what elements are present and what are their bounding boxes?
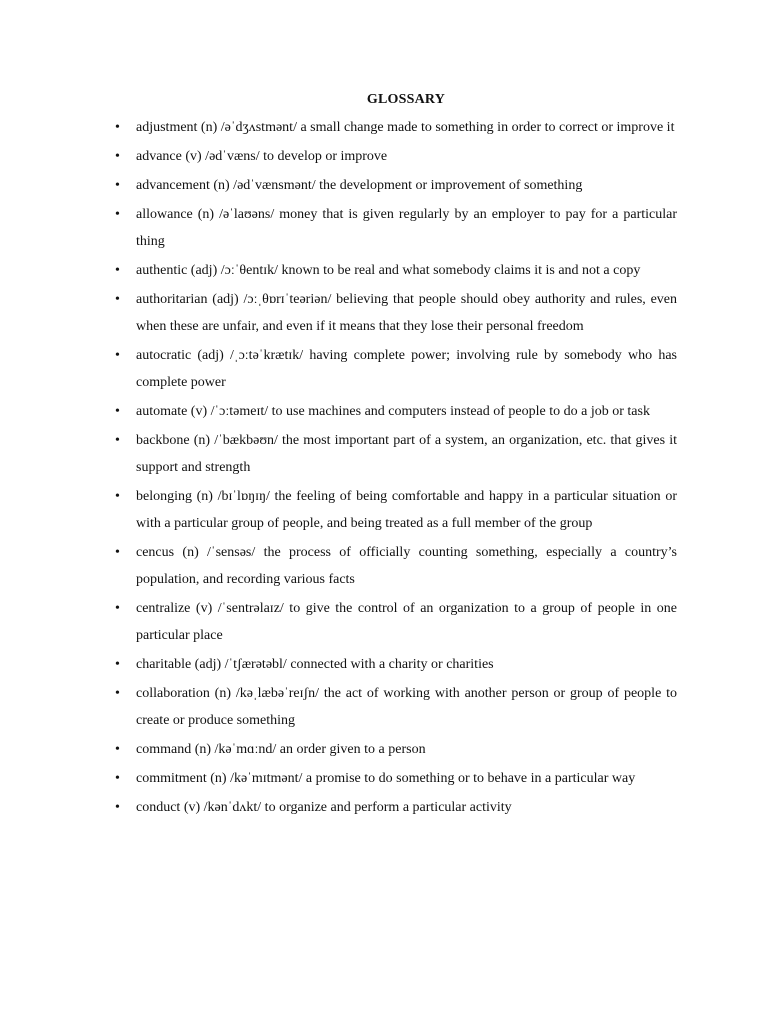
glossary-entry-authentic: • authentic (adj) /ɔːˈθentɪk/ known to be real and what somebody claims it is and not a copy [136,257,677,284]
glossary-list [0,114,768,821]
glossary-entry-conduct: • conduct (v) /kənˈdʌkt/ to organize and perform a particular activity [136,794,677,821]
glossary-entry-allowance: • allowance (n) /əˈlaʊəns/ money that is given regularly by an employer to pay for a particular thing [136,201,677,255]
glossary-entry-charitable: • charitable (adj) /ˈtʃærətəbl/ connected with a charity or charities [136,651,677,678]
glossary-entry-collaboration: • collaboration (n) /kəˌlæbəˈreɪʃn/ the act of working with another person or group of people to create or produce something [136,680,677,734]
glossary-entry-advancement: • advancement (n) /ədˈvænsmənt/ the development or improvement of something [136,172,677,199]
glossary-entry-authoritarian: • authoritarian (adj) /ɔːˌθɒrɪˈteəriən/ believing that people should obey authority and rules, even when these are unfair, and even if it means that they lose their personal freedom [136,286,677,340]
glossary-entry-centralize: • centralize (v) /ˈsentrəlaɪz/ to give the control of an organization to a group of people in one particular place [136,595,677,649]
glossary-entry-automate: • automate (v) /ˈɔːtəmeɪt/ to use machines and computers instead of people to do a job or task [136,398,677,425]
glossary-entry-command: • command (n) /kəˈmɑːnd/ an order given to a person [136,736,677,763]
glossary-entry-adjustment: • adjustment (n) /əˈdʒʌstmənt/ a small change made to something in order to correct or improve it [136,114,677,141]
glossary-entry-commitment: • commitment (n) /kəˈmɪtmənt/ a promise to do something or to behave in a particular way [136,765,677,792]
glossary-entry-backbone: • backbone (n) /ˈbækbəʊn/ the most important part of a system, an organization, etc. that gives it support and strength [136,427,677,481]
glossary-entry-advance: • advance (v) /ədˈvæns/ to develop or improve [136,143,677,170]
page-title: GLOSSARY [366,92,446,107]
glossary-entry-autocratic: • autocratic (adj) /ˌɔːtəˈkrætɪk/ having complete power; involving rule by somebody who has complete power [136,342,677,396]
glossary-entry-belonging: • belonging (n) /bɪˈlɒŋɪŋ/ the feeling of being comfortable and happy in a particular situation or with a particular group of people, and being treated as a full member of the group [136,483,677,537]
glossary-entry-cencus: • cencus (n) /ˈsensəs/ the process of officially counting something, especially a country’s population, and recording various facts [136,539,677,593]
